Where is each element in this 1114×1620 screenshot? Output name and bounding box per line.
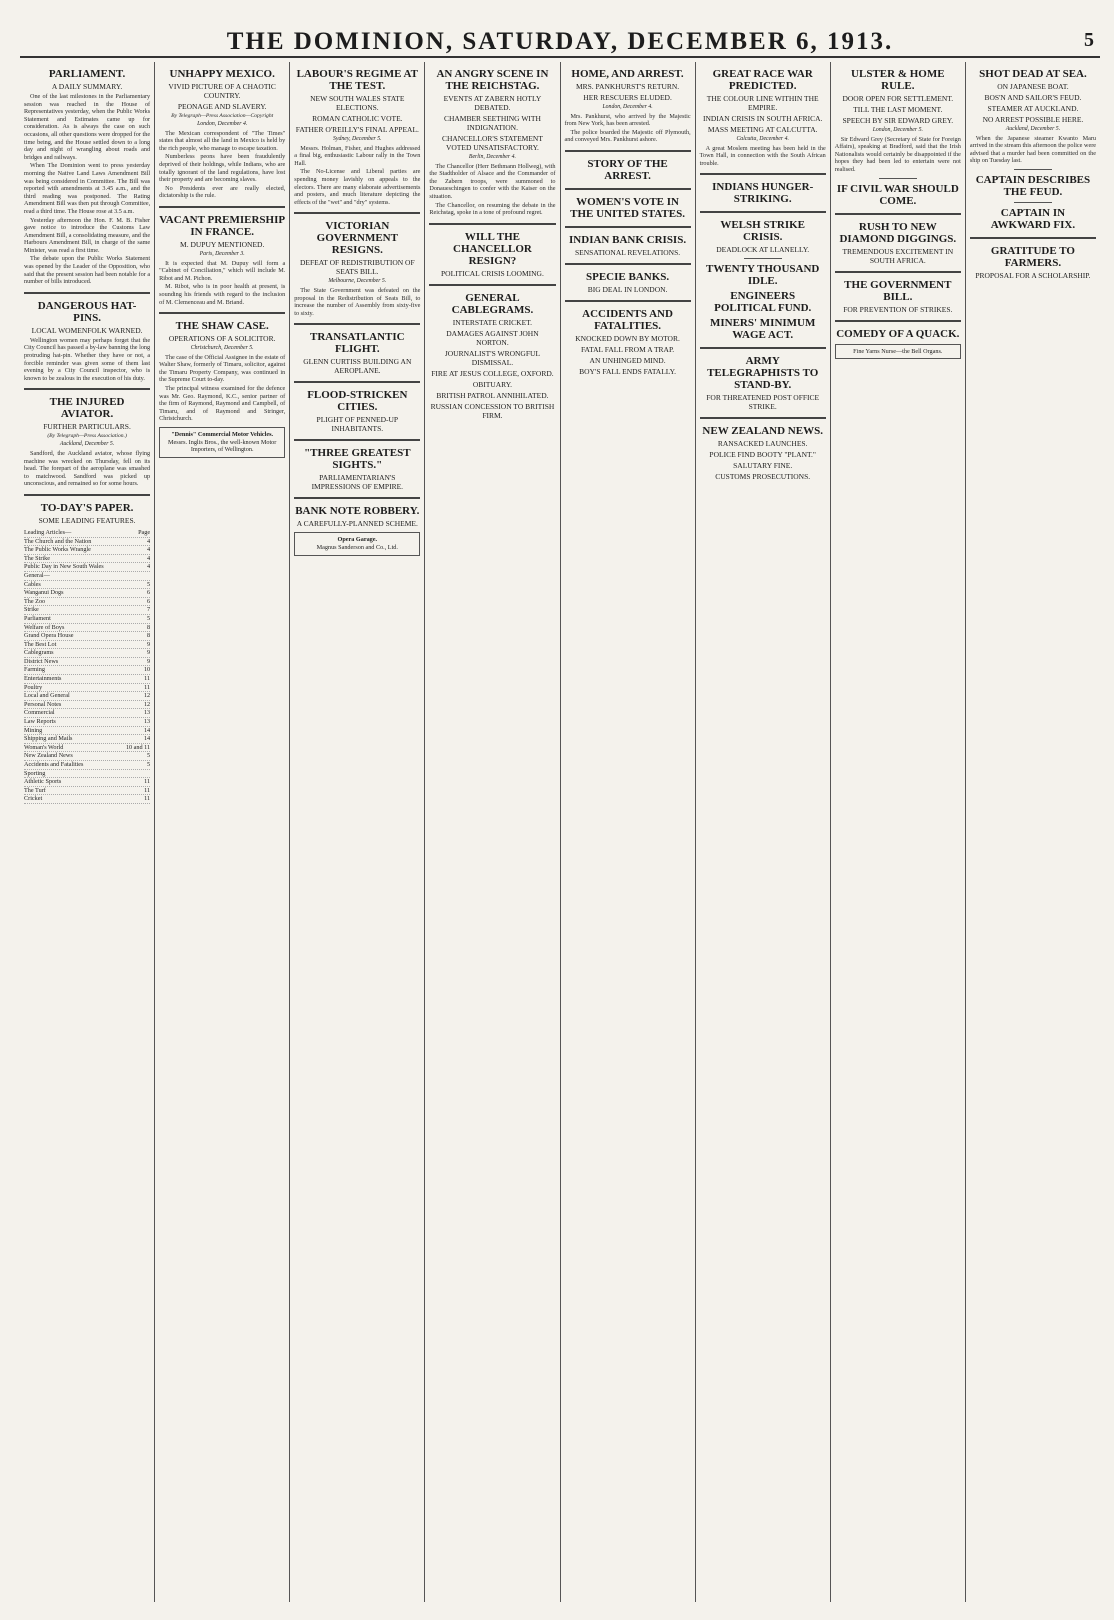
divider xyxy=(24,388,150,390)
headline: THE INJURED AVIATOR. xyxy=(49,396,125,421)
contents-page: 6 xyxy=(147,597,151,605)
contents-row xyxy=(24,581,150,590)
masthead xyxy=(20,28,1100,58)
subheadline: SPEECH BY SIR EDWARD GREY. xyxy=(842,116,954,125)
subheadline: BOS'N AND SAILOR'S FEUD. xyxy=(984,93,1082,102)
dateline: Melbourne, December 5. xyxy=(328,278,387,285)
dateline: Paris, December 3. xyxy=(199,250,245,257)
contents-page: 11 xyxy=(144,778,151,786)
subheadline: AN UNHINGED MIND. xyxy=(589,355,666,365)
subheadline: ROMAN CATHOLIC VOTE. xyxy=(312,114,403,123)
contents-row xyxy=(24,795,150,804)
ad-text: Magnus Sanderson and Co., Ltd. xyxy=(316,543,398,551)
ad-text: Messrs. Inglis Bros., the well-known Motor Importers, of Wellington. xyxy=(168,438,277,454)
headline: WELSH STRIKE CRISIS. xyxy=(720,219,806,244)
subheadline: DEFEAT OF REDISTRIBUTION OF SEATS BILL. xyxy=(299,258,415,277)
contents-item: Grand Opera House xyxy=(24,632,74,640)
subheadline: STEAMER AT AUCKLAND. xyxy=(987,104,1079,113)
contents-page: 8 xyxy=(147,632,151,640)
column-shot-dead xyxy=(966,62,1100,1602)
contents-page: 9 xyxy=(147,649,151,657)
contents-row xyxy=(24,555,150,564)
contents-item: Parliament xyxy=(24,614,51,622)
wire-credit: (By Telegraph—Press Association.) xyxy=(47,433,127,440)
headline: GENERAL CABLEGRAMS. xyxy=(451,291,534,316)
headline: INDIAN BANK CRISIS. xyxy=(569,233,687,246)
contents-row xyxy=(24,666,150,675)
headline: VACANT PREMIERSHIP IN FRANCE. xyxy=(159,213,286,238)
contents-row xyxy=(24,641,150,650)
contents-item: Strike xyxy=(24,606,39,614)
divider xyxy=(24,292,150,294)
subheadline: OPERATIONS OF A SOLICITOR. xyxy=(168,334,276,344)
article-paragraph: The State Government was defeated on the proposal in the Redistribution of Seats Bill, to increase the number of Assembly from sixty-five to sixty. xyxy=(294,286,421,317)
divider xyxy=(565,263,691,265)
article-paragraph: Mrs. Pankhurst, who arrived by the Majestic from New York, has been arrested. xyxy=(564,112,691,128)
divider xyxy=(294,497,420,499)
article-paragraph: The case of the Official Assignee in the estate of Walter Shaw, formerly of Timaru, solicitor, against the Timaru Property Company, was continued in the Supreme Court to-day. xyxy=(159,353,286,384)
subheadline: POLITICAL CRISIS LOOMING. xyxy=(441,268,544,278)
contents-item: Poultry xyxy=(24,683,43,691)
contents-item: The Strike xyxy=(24,554,50,562)
subheadline: CHAMBER SEETHING WITH INDIGNATION. xyxy=(443,114,541,132)
contents-item: The Turf xyxy=(24,786,46,794)
divider xyxy=(429,223,555,225)
divider xyxy=(835,320,961,322)
page-number: 5 xyxy=(1084,29,1094,51)
contents-row xyxy=(24,744,150,753)
contents-item: Woman's World xyxy=(24,743,64,751)
divider xyxy=(700,347,826,349)
article-paragraph: Wellington women may perhaps forget that the City Council has passed a by-law banning the long protruding hat-pin. Whether they have or not, a forcible reminder was given some of them last evening by a City Council inspector, who is known to be zealous in the execution of his duty. xyxy=(24,336,151,382)
headline: ARMY TELEGRAPHISTS TO STAND-BY. xyxy=(707,355,819,392)
contents-row xyxy=(24,727,150,736)
divider xyxy=(700,417,826,419)
divider xyxy=(565,300,691,302)
contents-row xyxy=(24,675,150,684)
dateline: London, December 5. xyxy=(872,127,923,133)
contents-item: District News xyxy=(24,657,59,665)
subheadline: NEW SOUTH WALES STATE ELECTIONS. xyxy=(310,94,405,112)
contents-item: Law Reports xyxy=(24,718,56,726)
article-paragraph: A great Moslem meeting has been held in the Town Hall, in connection with the South African trouble. xyxy=(699,144,826,167)
column-race-war xyxy=(696,62,831,1602)
subheadline: FATAL FALL FROM A TRAP. xyxy=(580,344,675,354)
contents-page: 13 xyxy=(143,718,151,726)
contents-row xyxy=(24,632,150,641)
subheadline: MASS MEETING AT CALCUTTA. xyxy=(707,125,818,134)
dateline: Auckland, December 5. xyxy=(1005,126,1061,132)
contents-page: 5 xyxy=(147,614,151,622)
contents-page: 11 xyxy=(144,683,151,691)
headline: TO-DAY'S PAPER. xyxy=(40,501,134,514)
contents-item: Sporting xyxy=(24,769,46,777)
subheadline: PLIGHT OF PENNED-UP INHABITANTS. xyxy=(316,415,399,434)
subheadline: CUSTOMS PROSECUTIONS. xyxy=(715,472,811,482)
article-paragraph: The principal witness examined for the defence was Mr. Geo. Raymond, K.C., senior partner of the firm of Raymond, Raymond and Campbell, of Timaru, and of Raymond and Stringer, Christchurch. xyxy=(159,385,286,423)
headline: BANK NOTE ROBBERY. xyxy=(295,505,420,518)
contents-row xyxy=(24,538,150,547)
headline: "THREE GREATEST SIGHTS." xyxy=(304,447,411,472)
divider xyxy=(159,312,285,314)
contents-page: 11 xyxy=(144,786,151,794)
ad-text: Fine Yarns Nurse—the Bell Organs. xyxy=(853,347,943,355)
headline: NEW ZEALAND NEWS. xyxy=(702,425,823,438)
contents-item: Cricket xyxy=(24,795,43,803)
divider xyxy=(565,226,691,228)
ad-title: "Dennis" Commercial Motor Vehicles. xyxy=(171,431,274,439)
dateline: Auckland, December 5. xyxy=(59,441,115,448)
headline: RUSH TO NEW DIAMOND DIGGINGS. xyxy=(839,220,957,245)
subheadline: SALUTARY FINE. xyxy=(733,461,793,471)
headline: TWENTY THOUSAND IDLE. xyxy=(705,263,820,288)
headline: GREAT RACE WAR PREDICTED. xyxy=(712,68,813,92)
subheadline: TREMENDOUS EXCITEMENT IN SOUTH AFRICA. xyxy=(842,246,954,265)
contents-row xyxy=(24,787,150,796)
subheadline: A CAREFULLY-PLANNED SCHEME. xyxy=(296,519,418,529)
contents-page: 10 and 11 xyxy=(125,743,151,751)
subheadline: DEADLOCK AT LLANELLY. xyxy=(716,245,810,255)
subheadline: PROPOSAL FOR A SCHOLARSHIP. xyxy=(975,270,1091,280)
masthead-title: THE DOMINION, SATURDAY, DECEMBER 6, 1913. xyxy=(226,28,894,55)
article-paragraph: Sandford, the Auckland aviator, whose flying machine was wrecked on Thursday, fell on its head. The forepart of the aeroplane was smashed to matchwood. Sandford was picked up unconscious, and remained so for some hours. xyxy=(24,450,151,488)
contents-row xyxy=(24,589,150,598)
contents-item: The Public Works Wrangle xyxy=(24,546,91,554)
dateline: London, December 4. xyxy=(197,121,248,127)
subheadline: SENSATIONAL REVELATIONS. xyxy=(574,247,681,257)
subheadline: CHANCELLOR'S STATEMENT VOTED UNSATISFACTORY. xyxy=(441,134,543,152)
headline: WOMEN'S VOTE IN THE UNITED STATES. xyxy=(570,195,685,220)
column-parliament xyxy=(20,62,155,1602)
contents-item: Welfare of Boys xyxy=(24,623,65,631)
headline: THE GOVERNMENT BILL. xyxy=(844,278,952,303)
subheadline: THE COLOUR LINE WITHIN THE EMPIRE. xyxy=(706,94,819,112)
contents-row xyxy=(24,598,150,607)
subheadline: NO ARREST POSSIBLE HERE. xyxy=(982,115,1084,124)
contents-page: 7 xyxy=(147,606,151,614)
divider xyxy=(565,188,691,190)
headline: LABOUR'S REGIME AT THE TEST. xyxy=(296,68,419,92)
headline: IF CIVIL WAR SHOULD COME. xyxy=(836,182,959,207)
contents-list xyxy=(24,529,150,804)
contents-item: Local and General xyxy=(24,692,70,700)
advertisement xyxy=(159,427,285,458)
subheadline: RANSACKED LAUNCHES. xyxy=(717,439,808,449)
contents-row xyxy=(24,761,150,770)
subheadline: HER RESCUERS ELUDED. xyxy=(583,93,672,102)
dateline: Christchurch, December 5. xyxy=(190,345,254,352)
contents-page: Page xyxy=(138,528,151,536)
contents-item: Leading Articles— xyxy=(24,528,72,536)
contents-page: 4 xyxy=(147,546,151,554)
contents-item: Mining xyxy=(24,726,43,734)
divider xyxy=(159,206,285,208)
dateline: Sydney, December 5. xyxy=(333,136,382,142)
subheadline: EVENTS AT ZABERN HOTLY DEBATED. xyxy=(443,94,542,112)
columns xyxy=(20,62,1100,1602)
wire-credit: By Telegraph—Press Association—Copyright xyxy=(171,113,274,119)
subheadline: BOY'S FALL ENDS FATALLY. xyxy=(579,366,676,376)
contents-item: Commercial xyxy=(24,709,55,717)
contents-row xyxy=(24,718,150,727)
subheadline: VIVID PICTURE OF A CHAOTIC COUNTRY. xyxy=(168,82,276,100)
divider xyxy=(294,439,420,441)
contents-page: 6 xyxy=(147,589,151,597)
column-labour xyxy=(290,62,425,1602)
article-paragraph: Messrs. Holman, Fisher, and Hughes addressed a final big, enthusiastic Labour rally in the Town Hall. xyxy=(294,144,421,167)
headline: AN ANGRY SCENE IN THE REICHSTAG. xyxy=(436,68,549,92)
divider xyxy=(835,271,961,273)
contents-page: 10 xyxy=(143,666,151,674)
subheadline: FOR THREATENED POST OFFICE STRIKE. xyxy=(706,393,820,412)
article-paragraph: It is expected that M. Dupuy will form a "Cabinet of Conciliation," which will include M. Ribot and M. Pichon. xyxy=(159,259,286,282)
advertisement xyxy=(835,344,961,360)
article-paragraph: The Chancellor (Herr Bethmann Hollweg), with the Stadtholder of Alsace and the Commander of the Zabern troops, were summoned to Donaueschingen to confer with the Kaiser on the situation. xyxy=(429,162,556,200)
subheadline: POLICE FIND BOOTY "PLANT." xyxy=(709,450,816,460)
subheadline: A DAILY SUMMARY. xyxy=(51,82,123,91)
divider xyxy=(429,284,555,286)
contents-item: Public Day in New South Wales xyxy=(24,563,104,571)
contents-item: Shipping and Mails xyxy=(24,735,73,743)
contents-item: The Best Lot xyxy=(24,640,57,648)
subheadline: BIG DEAL IN LONDON. xyxy=(587,284,668,294)
headline: DANGEROUS HAT-PINS. xyxy=(37,299,137,324)
column-mexico xyxy=(155,62,290,1602)
dateline: Calcutta, December 4. xyxy=(736,136,789,142)
contents-item: General— xyxy=(24,571,50,579)
article-paragraph: One of the last milestones in the Parliamentary session was reached in the House of Representatives yesterday, when the Public Works Statement and Estimates came up for consideration. As is always the case on such occasions, all other questions were dropped for the time being, and the House settled down to a long day and night of wrangling about roads and bridges and railways. xyxy=(24,93,151,161)
headline: SPECIE BANKS. xyxy=(585,270,670,283)
column-reichstag xyxy=(425,62,560,1602)
headline: CAPTAIN IN AWKWARD FIX. xyxy=(990,206,1076,231)
contents-row xyxy=(24,770,150,779)
contents-page: 12 xyxy=(143,700,151,708)
subheadline: OBITUARY. xyxy=(472,379,513,389)
subheadline: TILL THE LAST MOMENT. xyxy=(853,105,943,114)
divider xyxy=(970,237,1096,239)
contents-item: Personal Notes xyxy=(24,700,62,708)
contents-item: Athletic Sports xyxy=(24,778,62,786)
contents-page: 5 xyxy=(147,580,151,588)
divider xyxy=(700,173,826,175)
headline: UNHAPPY MEXICO. xyxy=(169,68,275,80)
contents-item: New Zealand News xyxy=(24,752,73,760)
headline: INDIANS HUNGER-STRIKING. xyxy=(712,181,814,206)
subheadline: FATHER O'REILLY'S FINAL APPEAL. xyxy=(295,125,419,134)
subheadline: PEONAGE AND SLAVERY. xyxy=(177,102,267,111)
contents-row xyxy=(24,684,150,693)
contents-page: 5 xyxy=(147,761,151,768)
article-paragraph: The debate upon the Public Works Statement was opened by the Leader of the Opposition, who said that the present session had been notable for a number of bills introduced. xyxy=(24,255,151,286)
divider xyxy=(565,150,691,152)
headline: FLOOD-STRICKEN CITIES. xyxy=(307,389,408,414)
headline: ULSTER & HOME RULE. xyxy=(851,68,945,92)
ad-title: Opera Garage. xyxy=(337,536,378,544)
contents-row xyxy=(24,701,150,710)
contents-row xyxy=(24,692,150,701)
article-paragraph: The police boarded the Majestic off Plymouth, and conveyed Mrs. Pankhurst ashore. xyxy=(564,128,691,144)
contents-page: 11 xyxy=(144,675,151,683)
subheadline: FIRE AT JESUS COLLEGE, OXFORD. xyxy=(431,368,554,378)
contents-row xyxy=(24,572,150,581)
contents-row xyxy=(24,658,150,667)
subheadline: FURTHER PARTICULARS. xyxy=(43,422,131,432)
column-pankhurst xyxy=(561,62,696,1602)
divider xyxy=(835,213,961,215)
contents-page: 11 xyxy=(144,795,151,803)
headline: GRATITUDE TO FARMERS. xyxy=(990,244,1075,269)
divider xyxy=(294,323,420,325)
article-paragraph: Sir Edward Grey (Secretary of State for Foreign Affairs), speaking at Bradford, said that the Irish Nationalists would certainly be disappointed if the hopes they had been led to entertain were not realised. xyxy=(834,135,961,173)
contents-row xyxy=(24,624,150,633)
headline: SHOT DEAD AT SEA. xyxy=(979,68,1087,80)
contents-row xyxy=(24,709,150,718)
headline: HOME, AND ARREST. xyxy=(571,68,684,80)
subheadline: RUSSIAN CONCESSION TO BRITISH FIRM. xyxy=(430,401,555,420)
article-paragraph: The Chancellor, on resuming the debate in the Reichstag, spoke in a tone of profound regret. xyxy=(429,201,556,217)
headline: THE SHAW CASE. xyxy=(175,320,269,333)
subheadline: MRS. PANKHURST'S RETURN. xyxy=(575,82,680,91)
contents-page: 14 xyxy=(143,726,151,734)
contents-item: Entertainments xyxy=(24,675,62,683)
headline: PARLIAMENT. xyxy=(48,68,126,80)
column-ulster xyxy=(831,62,966,1602)
contents-row xyxy=(24,563,150,572)
divider xyxy=(1014,169,1052,170)
contents-page: 5 xyxy=(147,752,151,760)
contents-page: 9 xyxy=(147,657,151,665)
subheadline: PARLIAMENTARIAN'S IMPRESSIONS OF EMPIRE. xyxy=(311,473,404,492)
contents-item: Wanganui Dogs xyxy=(24,589,64,597)
subheadline: SOME LEADING FEATURES. xyxy=(38,515,136,525)
divider xyxy=(294,381,420,383)
article-paragraph: M. Ribot, who is in poor health at present, is sounding his friends with regard to the inclusion of M. Clemenceau and M. Briand. xyxy=(159,283,286,306)
contents-row xyxy=(24,615,150,624)
contents-page: 13 xyxy=(143,709,151,717)
contents-row xyxy=(24,649,150,658)
contents-page: 8 xyxy=(147,623,151,631)
subheadline: LOCAL WOMENFOLK WARNED. xyxy=(31,325,143,335)
subheadline: ON JAPANESE BOAT. xyxy=(997,82,1069,91)
article-paragraph: When The Dominion went to press yesterday morning the Native Land Laws Amendment Bill was being considered in Committee. The Bill was reported with amendments at 3.45 a.m., and the third reading was postponed. The Rating Amendment Bill was then put through Committee, read a third time. The House rose at 3.5 a.m. xyxy=(24,162,151,215)
contents-row xyxy=(24,778,150,787)
contents-row xyxy=(24,735,150,744)
contents-row xyxy=(24,529,150,538)
contents-page: 4 xyxy=(147,563,151,571)
contents-item: Farming xyxy=(24,666,45,674)
article-paragraph: Yesterday afternoon the Hon. F. M. B. Fisher gave notice to introduce the Customs Law Amendment Bill, a consolidating measure, and the Harbours Amendment Bill, in charge of the same Minister, was read a first time. xyxy=(24,216,151,254)
article-paragraph: The No-License and Liberal parties are spending money lavishly on appeals to the electors. There are many elaborate advertisements and posters, and much literature depicting the effects of the "wet" and "dry" systems. xyxy=(294,168,421,206)
contents-item: The Zoo xyxy=(24,597,46,605)
contents-row xyxy=(24,606,150,615)
headline: VICTORIAN GOVERNMENT RESIGNS. xyxy=(316,220,398,257)
headline: WILL THE CHANCELLOR RESIGN? xyxy=(453,230,532,267)
headline: STORY OF THE ARREST. xyxy=(587,157,668,182)
subheadline: KNOCKED DOWN BY MOTOR. xyxy=(575,333,680,343)
contents-page: 4 xyxy=(147,537,151,545)
headline: CAPTAIN DESCRIBES THE FEUD. xyxy=(975,173,1091,198)
article-paragraph: Numberless peons have been fraudulently deprived of their holdings, while Indians, who are totally ignorant of the land regulations, have lost their property and are becoming slaves. xyxy=(159,153,286,184)
contents-page: 12 xyxy=(143,692,151,700)
contents-page: 14 xyxy=(143,735,151,743)
subheadline: GLENN CURTISS BUILDING AN AEROPLANE. xyxy=(303,357,412,376)
contents-row xyxy=(24,546,150,555)
subheadline: INDIAN CRISIS IN SOUTH AFRICA. xyxy=(702,114,823,123)
contents-item: Accidents and Fatalities xyxy=(24,761,84,768)
divider xyxy=(24,494,150,496)
contents-page: 4 xyxy=(147,554,151,562)
headline: ACCIDENTS AND FATALITIES. xyxy=(582,307,673,332)
subheadline: DOOR OPEN FOR SETTLEMENT. xyxy=(842,94,954,103)
subheadline: INTERSTATE CRICKET. xyxy=(452,317,533,327)
divider xyxy=(744,258,782,259)
headline: ENGINEERS POLITICAL FUND. xyxy=(714,290,812,315)
headline: COMEDY OF A QUACK. xyxy=(836,327,960,340)
article-paragraph: The Mexican correspondent of "The Times" states that almost all the land in Mexico is held by the rich people, who manage to escape taxation. xyxy=(159,129,286,152)
subheadline: FOR PREVENTION OF STRIKES. xyxy=(843,304,953,314)
subheadline: M. DUPUY MENTIONED. xyxy=(180,239,265,249)
article-paragraph: When the Japanese steamer Kwanto Maru arrived in the stream this afternoon the police were advised that a murder had been committed on the ship on Tuesday last. xyxy=(969,134,1096,165)
headline: MINERS' MINIMUM WAGE ACT. xyxy=(709,317,816,342)
article-paragraph: No Presidents ever are really elected, dictatorship is the rule. xyxy=(159,184,286,200)
contents-row xyxy=(24,752,150,761)
advertisement xyxy=(294,532,420,555)
headline: TRANSATLANTIC FLIGHT. xyxy=(310,331,405,356)
subheadline: DAMAGES AGAINST JOHN NORTON. xyxy=(446,328,539,347)
divider xyxy=(700,211,826,213)
contents-page: 9 xyxy=(147,640,151,648)
contents-item: The Church and the Nation xyxy=(24,537,92,545)
divider xyxy=(294,212,420,214)
contents-item: Cables xyxy=(24,580,41,588)
subheadline: BRITISH PATROL ANNIHILATED. xyxy=(436,390,549,400)
divider xyxy=(1014,202,1052,203)
contents-item: Cablegrams xyxy=(24,649,54,657)
subheadline: JOURNALIST'S WRONGFUL DISMISSAL. xyxy=(444,348,541,367)
dateline: London, December 4. xyxy=(602,104,653,110)
divider xyxy=(879,178,917,179)
dateline: Berlin, December 4. xyxy=(468,154,516,160)
